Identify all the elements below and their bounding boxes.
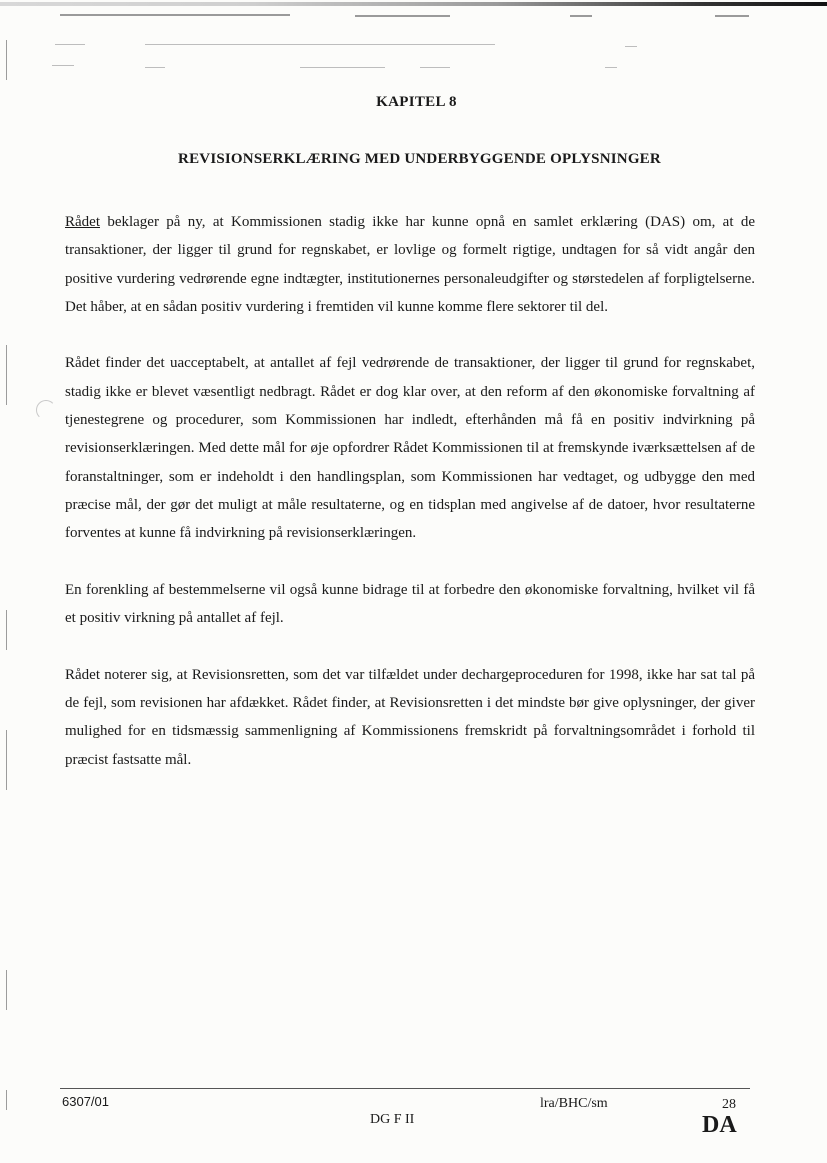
scan-artifact — [52, 65, 74, 66]
paragraph-1-rest: beklager på ny, at Kommissionen stadig ikke har kunne opnå en samlet erklæring (DAS) om, at de transaktioner, der ligger til grund for regnskabet, er lovlige og formelt rigtige, undtagen for så vidt angår den positive vurdering vedrørende egne indtægter, institutionernes personaleudgifter og størstedelen af forpligtelserne. Det håber, at en sådan positiv vurdering i fremtiden vil kunne komme flere sektorer til del. — [65, 214, 755, 315]
fax-header-line — [0, 2, 827, 6]
author-initials: lra/BHC/sm — [540, 1096, 608, 1111]
paragraph-3: En forenkling af bestemmelserne vil også kunne bidrage til at forbedre den økonomiske forvaltning, hvilket vil få et positiv virkning på antallet af fejl. — [65, 581, 755, 627]
scan-edge — [6, 970, 7, 1010]
paragraph-4: Rådet noterer sig, at Revisionsretten, som det var tilfældet under dechargeproceduren for 1998, ikke har sat tal på de fejl, som revisionen har afdækket. Rådet finder, at Revisionsretten i det mindste bør give oplysninger, der giver mulighed for en tidsmæssig sammenligning af Kommissionens fremskridt på forvaltningsområdet i forhold til præcist fastsatte mål. — [65, 666, 755, 768]
scan-edge — [6, 610, 7, 650]
scan-edge — [6, 345, 7, 405]
body-text — [65, 208, 755, 802]
chapter-title: KAPITEL 8 — [376, 94, 457, 110]
language-code: DA — [702, 1112, 737, 1138]
scan-artifact — [145, 44, 495, 45]
scan-artifact — [605, 67, 617, 68]
scan-artifact — [145, 67, 165, 68]
page-number: 28 — [722, 1097, 736, 1112]
section-heading: REVISIONSERKLÆRING MED UNDERBYGGENDE OPLYSNINGER — [178, 151, 661, 167]
scan-artifact — [300, 67, 385, 68]
scan-edge — [6, 40, 7, 80]
scan-artifact — [420, 67, 450, 68]
paragraph-2: Rådet finder det uacceptabelt, at antallet af fejl vedrørende de transaktioner, der ligger til grund for regnskabet, stadig ikke er blevet væsentligt nedbragt. Rådet er dog klar over, at den reform af den økonomiske forvaltning af tjenestegrene og procedurer, som Kommissionen har indledt, efterhånden må få en positiv indvirkning på revisionserklæringen. Med dette mål for øje opfordrer Rådet Kommissionen til at fremskynde iværksættelsen af de foranstaltninger, som er indeholdt i den handlingsplan, som Kommissionen har vedtaget, og udbygge den med præcise mål, der gør det muligt at måle resultaterne, og en tidsplan med angivelse af de datoer, hvor resultaterne forventes at kunne få indvirkning på revisionserklæringen. — [65, 355, 755, 542]
scan-artifact — [625, 46, 637, 47]
scan-artifact — [55, 44, 85, 45]
scan-edge — [6, 730, 7, 790]
department-code: DG F II — [370, 1112, 415, 1127]
paragraph-1-lead: Rådet — [65, 214, 100, 230]
footer-rule — [60, 1088, 750, 1089]
fax-header-strip — [0, 8, 827, 22]
scan-edge — [6, 1090, 7, 1110]
document-reference: 6307/01 — [62, 1094, 109, 1109]
punch-hole-mark — [36, 400, 56, 420]
paragraph-1 — [65, 208, 755, 321]
